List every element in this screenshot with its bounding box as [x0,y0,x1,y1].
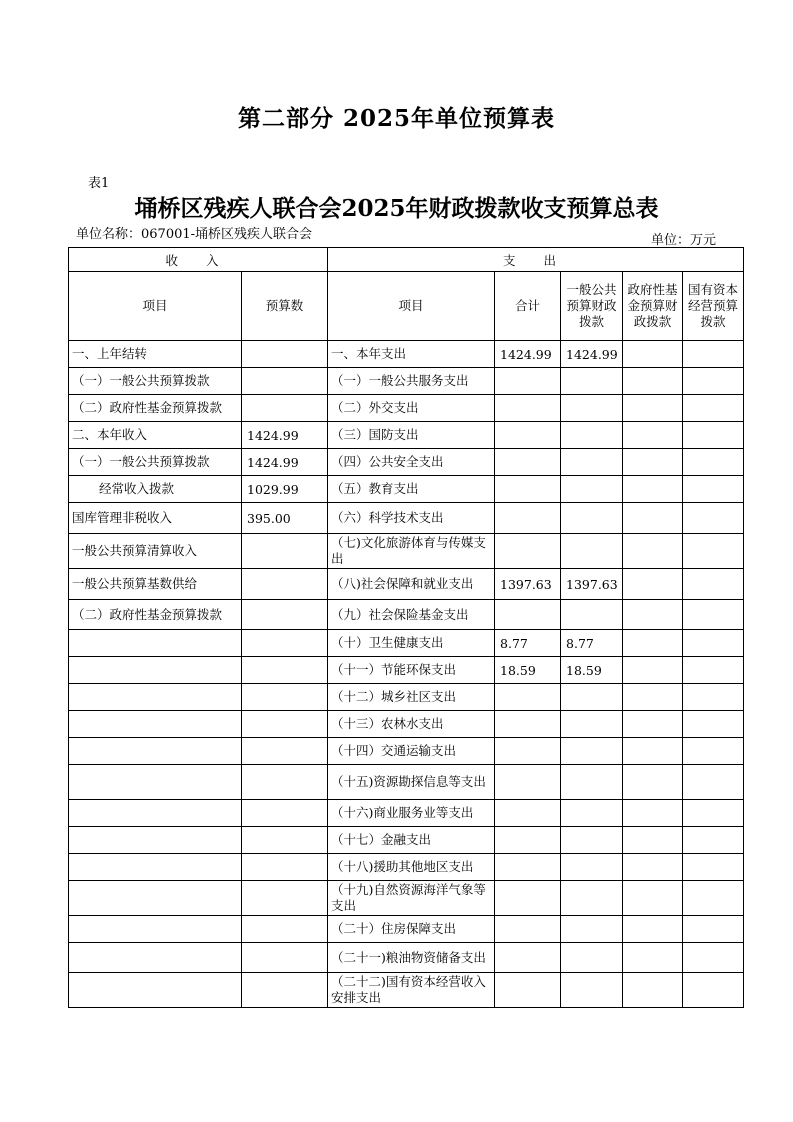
total-cell [495,916,561,943]
income-item-cell [69,630,242,657]
expense-item-cell: （二十）住房保障支出 [328,916,495,943]
total-cell: 18.59 [495,657,561,684]
state-capital-cell [683,449,744,476]
table-row [69,827,744,854]
expense-item-cell: （五）教育支出 [328,476,495,503]
state-capital-cell [683,684,744,711]
income-item-cell [69,684,242,711]
general-budget-cell [561,368,623,395]
table-row [69,657,744,684]
table-row [69,738,744,765]
income-budget-cell: 1029.99 [242,476,328,503]
fund-budget-cell [623,600,683,630]
table-row [69,341,744,368]
general-budget-cell: 8.77 [561,630,623,657]
total-cell [495,503,561,534]
general-budget-cell [561,765,623,800]
income-item-cell [69,943,242,973]
income-item-cell: 国库管理非税收入 [69,503,242,534]
total-cell [495,943,561,973]
table-row [69,368,744,395]
table-row [69,854,744,881]
expense-item-cell: （十）卫生健康支出 [328,630,495,657]
income-item-cell [69,657,242,684]
total-cell [495,368,561,395]
state-capital-cell [683,569,744,600]
fund-budget-cell [623,368,683,395]
general-budget-cell [561,943,623,973]
general-budget-cell [561,711,623,738]
col-general-budget: 一般公共预算财政拨款 [561,272,623,341]
table-row [69,534,744,569]
total-cell: 8.77 [495,630,561,657]
fund-budget-cell [623,503,683,534]
fund-budget-cell [623,765,683,800]
income-budget-cell [242,630,328,657]
table-row [69,943,744,973]
income-item-cell: 经常收入拨款 [69,476,242,503]
state-capital-cell [683,600,744,630]
general-budget-cell [561,476,623,503]
income-item-cell: （二）政府性基金预算拨款 [69,600,242,630]
general-budget-cell [561,534,623,569]
table-row [69,711,744,738]
income-item-cell: （一）一般公共预算拨款 [69,449,242,476]
total-cell [495,600,561,630]
income-budget-cell [242,881,328,916]
total-cell: 1424.99 [495,341,561,368]
total-cell [495,765,561,800]
expense-item-cell: （十三）农林水支出 [328,711,495,738]
expense-item-cell: （四）公共安全支出 [328,449,495,476]
general-budget-cell: 18.59 [561,657,623,684]
fund-budget-cell [623,449,683,476]
table-row [69,916,744,943]
income-budget-cell [242,711,328,738]
state-capital-cell [683,368,744,395]
income-budget-cell [242,827,328,854]
expense-item-cell: （十五)资源勘探信息等支出 [328,765,495,800]
fund-budget-cell [623,916,683,943]
income-budget-cell [242,765,328,800]
state-capital-cell [683,973,744,1008]
fund-budget-cell [623,973,683,1008]
expense-item-cell: （一）一般公共服务支出 [328,368,495,395]
state-capital-cell [683,657,744,684]
fund-budget-cell [623,943,683,973]
table-row [69,600,744,630]
col-expense-item: 项目 [328,272,495,341]
fund-budget-cell [623,854,683,881]
general-budget-cell [561,916,623,943]
col-income-budget: 预算数 [242,272,328,341]
expense-item-cell: （十九)自然资源海洋气象等支出 [328,881,495,916]
fund-budget-cell [623,569,683,600]
income-item-cell [69,973,242,1008]
table-row [69,503,744,534]
col-state-capital: 国有资本经营预算拨款 [683,272,744,341]
state-capital-cell [683,943,744,973]
state-capital-cell [683,630,744,657]
income-budget-cell [242,800,328,827]
total-cell [495,973,561,1008]
general-budget-cell [561,600,623,630]
general-budget-cell [561,800,623,827]
fund-budget-cell [623,657,683,684]
state-capital-cell [683,765,744,800]
total-cell [495,534,561,569]
general-budget-cell [561,395,623,422]
income-budget-cell [242,916,328,943]
total-cell [495,449,561,476]
income-budget-cell [242,973,328,1008]
income-budget-cell [242,684,328,711]
total-cell [495,827,561,854]
income-budget-cell [242,395,328,422]
income-item-cell [69,827,242,854]
table-row [69,881,744,916]
expense-item-cell: 一、本年支出 [328,341,495,368]
state-capital-cell [683,534,744,569]
income-budget-cell [242,943,328,973]
expense-item-cell: （二十一)粮油物资储备支出 [328,943,495,973]
part-title: 第二部分 2025年单位预算表 [237,105,556,132]
expense-item-cell: （十八)援助其他地区支出 [328,854,495,881]
expense-item-cell: （十六)商业服务业等支出 [328,800,495,827]
expense-item-cell: （七)文化旅游体育与传媒支出 [328,534,495,569]
expense-item-cell: （十七）金融支出 [328,827,495,854]
currency-unit: 单位：万元 [651,233,717,248]
income-item-cell: 二、本年收入 [69,422,242,449]
total-cell [495,476,561,503]
income-item-cell [69,711,242,738]
total-cell [495,738,561,765]
general-budget-cell [561,449,623,476]
fund-budget-cell [623,881,683,916]
expense-item-cell: （六）科学技术支出 [328,503,495,534]
income-item-cell [69,738,242,765]
income-section-header: 收 入 [69,248,328,272]
expense-item-cell: （三）国防支出 [328,422,495,449]
fund-budget-cell [623,476,683,503]
income-item-cell: 一、上年结转 [69,341,242,368]
state-capital-cell [683,800,744,827]
general-budget-cell [561,881,623,916]
state-capital-cell [683,503,744,534]
state-capital-cell [683,916,744,943]
fund-budget-cell [623,738,683,765]
income-item-cell [69,765,242,800]
total-cell [495,395,561,422]
fund-budget-cell [623,684,683,711]
total-cell [495,800,561,827]
income-budget-cell: 1424.99 [242,449,328,476]
income-budget-cell [242,600,328,630]
fund-budget-cell [623,341,683,368]
table-row [69,569,744,600]
general-budget-cell: 1424.99 [561,341,623,368]
table-row [69,765,744,800]
expense-item-cell: （十一）节能环保支出 [328,657,495,684]
table-row [69,800,744,827]
income-item-cell [69,916,242,943]
table-row [69,476,744,503]
general-budget-cell [561,684,623,711]
state-capital-cell [683,341,744,368]
total-cell: 1397.63 [495,569,561,600]
budget-table [68,247,744,1008]
income-item-cell: 一般公共预算清算收入 [69,534,242,569]
state-capital-cell [683,854,744,881]
fund-budget-cell [623,711,683,738]
table-row [69,630,744,657]
table-row [69,684,744,711]
expense-item-cell: （十四）交通运输支出 [328,738,495,765]
general-budget-cell [561,738,623,765]
state-capital-cell [683,711,744,738]
expense-item-cell: （十二）城乡社区支出 [328,684,495,711]
income-budget-cell [242,534,328,569]
income-item-cell: 一般公共预算基数供给 [69,569,242,600]
table-row [69,973,744,1008]
table-body [69,341,744,1008]
income-budget-cell [242,738,328,765]
income-item-cell: （二）政府性基金预算拨款 [69,395,242,422]
expense-item-cell: （八)社会保障和就业支出 [328,569,495,600]
income-budget-cell: 1424.99 [242,422,328,449]
state-capital-cell [683,827,744,854]
state-capital-cell [683,395,744,422]
income-budget-cell [242,854,328,881]
state-capital-cell [683,738,744,765]
col-total: 合计 [495,272,561,341]
fund-budget-cell [623,395,683,422]
fund-budget-cell [623,422,683,449]
fund-budget-cell [623,827,683,854]
general-budget-cell [561,827,623,854]
general-budget-cell [561,422,623,449]
table-row [69,449,744,476]
total-cell [495,881,561,916]
general-budget-cell [561,503,623,534]
fund-budget-cell [623,534,683,569]
income-budget-cell: 395.00 [242,503,328,534]
table-number: 表1 [88,176,110,191]
total-cell [495,684,561,711]
general-budget-cell: 1397.63 [561,569,623,600]
state-capital-cell [683,881,744,916]
fund-budget-cell [623,630,683,657]
income-budget-cell [242,657,328,684]
table-row [69,422,744,449]
expense-item-cell: （二）外交支出 [328,395,495,422]
col-fund-budget: 政府性基金预算财政拨款 [623,272,683,341]
total-cell [495,711,561,738]
general-budget-cell [561,973,623,1008]
state-capital-cell [683,422,744,449]
income-item-cell [69,881,242,916]
col-income-item: 项目 [69,272,242,341]
total-cell [495,422,561,449]
income-budget-cell [242,341,328,368]
income-item-cell [69,800,242,827]
expense-item-cell: （二十二)国有资本经营收入安排支出 [328,973,495,1008]
state-capital-cell [683,476,744,503]
page-title: 埇桥区残疾人联合会2025年财政拨款收支预算总表 [134,195,659,222]
expense-item-cell: （九）社会保险基金支出 [328,600,495,630]
table-row [69,395,744,422]
expense-section-header: 支 出 [328,248,744,272]
income-budget-cell [242,569,328,600]
fund-budget-cell [623,800,683,827]
income-item-cell: （一）一般公共预算拨款 [69,368,242,395]
total-cell [495,854,561,881]
general-budget-cell [561,854,623,881]
income-item-cell [69,854,242,881]
income-budget-cell [242,368,328,395]
unit-name: 单位名称：067001-埇桥区残疾人联合会 [76,227,313,242]
